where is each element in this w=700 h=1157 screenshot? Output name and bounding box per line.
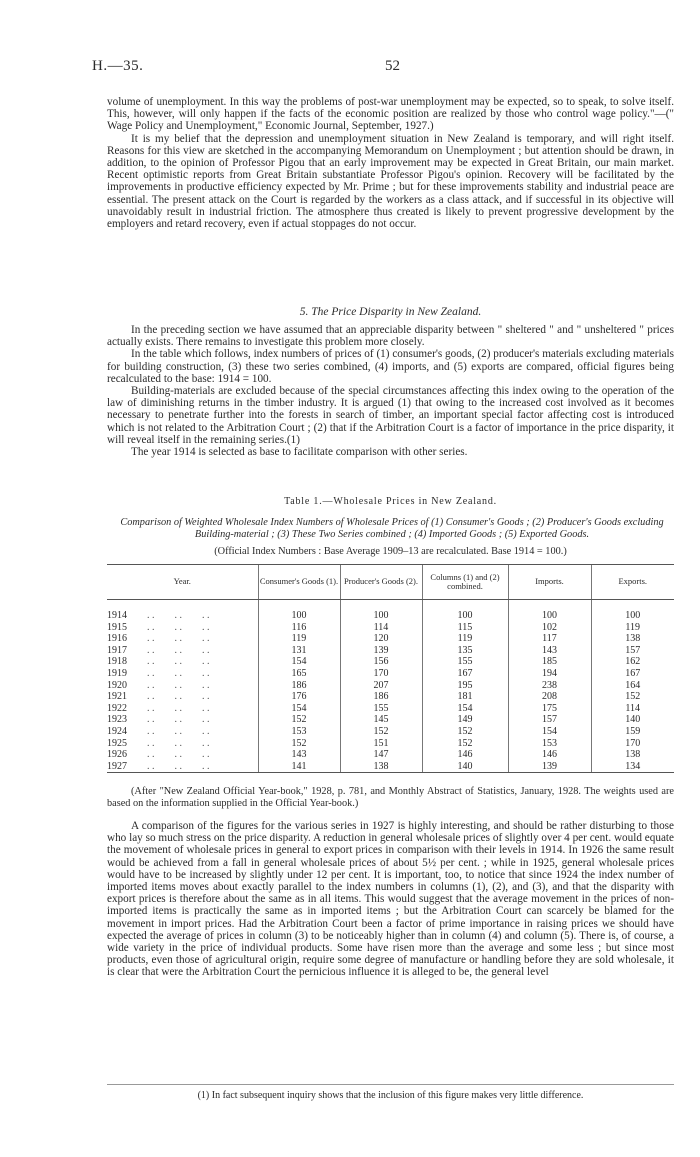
value-cell: 186 xyxy=(340,691,422,703)
paragraph: In the table which follows, index numbers of prices of (1) consumer's goods, (2) producer's materials excluding materials for building construction, (3) these two series combined, (4) imports, and (5) exports are compared, official figures being recalculated to the base: 1914 = 100. xyxy=(107,348,674,385)
year-cell xyxy=(107,656,258,668)
value-cell: 164 xyxy=(591,680,674,692)
year-label: 1922 xyxy=(107,702,127,714)
value-cell: 119 xyxy=(591,622,674,634)
value-cell: 167 xyxy=(422,668,508,680)
dot-leader: . . . . . . xyxy=(147,656,210,668)
dot-leader: . . . . . . xyxy=(147,621,210,633)
value-cell: 134 xyxy=(591,761,674,773)
column-header: Year. xyxy=(107,565,258,600)
value-cell: 181 xyxy=(422,691,508,703)
value-cell: 153 xyxy=(258,726,340,738)
table-row xyxy=(107,622,674,634)
table-row xyxy=(107,645,674,657)
dot-leader: . . . . . . xyxy=(147,633,210,645)
value-cell: 152 xyxy=(422,726,508,738)
document-reference: H.—35. xyxy=(92,58,144,74)
paragraph: volume of unemployment. In this way the problems of post-war unemployment may be expected, so to speak, to solve itself. This, however, will only happen if the facts of the economic position are realized by those who control wage policy."—(" Wage Policy and Unemployment," Economic Journal, September, 1927.) xyxy=(107,96,674,133)
value-cell: 207 xyxy=(340,680,422,692)
value-cell: 120 xyxy=(340,633,422,645)
table-row xyxy=(107,656,674,668)
table-row xyxy=(107,691,674,703)
dot-leader: . . . . . . xyxy=(147,702,210,714)
value-cell: 170 xyxy=(340,668,422,680)
value-cell: 156 xyxy=(340,656,422,668)
value-cell: 117 xyxy=(508,633,591,645)
value-cell: 140 xyxy=(422,761,508,773)
year-label: 1919 xyxy=(107,667,127,679)
value-cell: 155 xyxy=(422,656,508,668)
value-cell: 146 xyxy=(508,749,591,761)
value-cell: 208 xyxy=(508,691,591,703)
value-cell: 102 xyxy=(508,622,591,634)
value-cell: 154 xyxy=(258,656,340,668)
year-cell xyxy=(107,610,258,622)
value-cell: 141 xyxy=(258,761,340,773)
value-cell: 146 xyxy=(422,749,508,761)
paragraph: Building-materials are excluded because of the special circumstances affecting this index owing to the operation of the law of diminishing returns in the timber industry. It is argued (1) that owing to the increased cost involved as it becomes necessary to penetrate further into the forests in search of timber, an important special factor affecting cost is introduced which is not related to the Arbitration Court ; (2) that if the Arbitration Court is a factor of importance in the price disparity, it will reveal itself in the remaining series.(1) xyxy=(107,385,674,446)
table-row xyxy=(107,633,674,645)
value-cell: 159 xyxy=(591,726,674,738)
value-cell: 100 xyxy=(422,610,508,622)
table-title: Table 1.—Wholesale Prices in New Zealand. xyxy=(284,496,497,507)
dot-leader: . . . . . . xyxy=(147,610,210,621)
value-cell: 175 xyxy=(508,703,591,715)
table-row xyxy=(107,703,674,715)
value-cell: 143 xyxy=(508,645,591,657)
table-row xyxy=(107,749,674,761)
table-caption: Comparison of Weighted Wholesale Index Numbers of Wholesale Prices of (1) Consumer's Goods ; (2) Producer's Goods excluding Building-material ; (3) These Two Series combined ; (4) Imported Goods ; (5) Exported Goods. xyxy=(120,517,664,540)
value-cell: 119 xyxy=(258,633,340,645)
value-cell: 194 xyxy=(508,668,591,680)
value-cell: 138 xyxy=(591,633,674,645)
value-cell: 149 xyxy=(422,714,508,726)
year-cell xyxy=(107,703,258,715)
year-label: 1926 xyxy=(107,749,127,761)
year-label: 1927 xyxy=(107,760,127,772)
paragraph: A comparison of the figures for the various series in 1927 is highly interesting, and should be rather disturbing to those who lay so much stress on the price disparity. A reduction in general wholesale prices of slightly over 4 per cent. would equate the movement of wholesale prices in general to export prices in comparison with their levels in 1914. In 1926 the same result would be achieved from a fall in general wholesale prices of about 5½ per cent. ; while in 1925, general wholesale prices would have to be increased by slightly under 12 per cent. It is important, too, to notice that since 1924 the index number of imported items moves about exactly parallel to the index numbers in columns (1), (2), and (3), and that the disparity with export prices is therefore about the same as in all items. This would suggest that the average movement in the prices of non-imported items is practically the same as in imported items ; but the Arbitration Court can scarcely be blamed for the movement in import prices. Had the Arbitration Court been a factor of prime importance in raising prices we should have expected the average of prices in column (3) to be noticeably higher than in column (4) and column (5). There is, of course, a wide variety in the price of individual products. Some have risen more than the average and some less ; but since most products, even those of agricultural origin, require some degree of manufacture or handling before they are sold wholesale, it is clear that were the Arbitration Court the pernicious influence it is alleged to be, the general level xyxy=(107,820,674,979)
value-cell: 154 xyxy=(422,703,508,715)
value-cell: 139 xyxy=(508,761,591,773)
value-cell: 119 xyxy=(422,633,508,645)
value-cell: 115 xyxy=(422,622,508,634)
value-cell: 140 xyxy=(591,714,674,726)
table-row xyxy=(107,761,674,773)
value-cell: 138 xyxy=(591,749,674,761)
year-cell xyxy=(107,738,258,750)
value-cell: 154 xyxy=(258,703,340,715)
column-header: Columns (1) and (2) combined. xyxy=(422,565,508,600)
value-cell: 176 xyxy=(258,691,340,703)
value-cell: 100 xyxy=(258,610,340,622)
table-source-note: (After "New Zealand Official Year-book," 1928, p. 781, and Monthly Abstract of Statistics, January, 1928. The weights used are based on the information supplied in the Official Year-book.) xyxy=(107,786,674,809)
year-cell xyxy=(107,645,258,657)
value-cell: 100 xyxy=(508,610,591,622)
year-cell xyxy=(107,622,258,634)
column-header: Consumer's Goods (1). xyxy=(258,565,340,600)
value-cell: 238 xyxy=(508,680,591,692)
value-cell: 116 xyxy=(258,622,340,634)
year-label: 1921 xyxy=(107,691,127,703)
paragraph: It is my belief that the depression and unemployment situation in New Zealand is temporary, and will right itself. Reasons for this view are sketched in the accompanying Memorandum on Unemployment ; but attention should be drawn, in addition, to the opinion of Professor Pigou that an early improvement may be expected in Great Britain, our main market. Recent optimistic reports from Great Britain substantiate Professor Pigou's opinion. Recovery will be facilitated by the improvements in productive efficiency expected by Mr. Prime ; but for these improvements stability and industrial peace are essential. The present attack on the Court is regarded by the workers as a class attack, and if successful in its objective will unavoidably result in industrial friction. The atmosphere thus created is likely to prevent progressive development by the employers and retard recovery, even if actual stoppages do not occur. xyxy=(107,132,674,231)
year-label: 1920 xyxy=(107,679,127,691)
value-cell: 139 xyxy=(340,645,422,657)
paragraph: In the preceding section we have assumed that an appreciable disparity between " sheltered " and " unsheltered " prices actually exists. There remains to investigate this problem more closely. xyxy=(107,324,674,349)
page-number: 52 xyxy=(385,58,400,74)
value-cell: 154 xyxy=(508,726,591,738)
value-cell: 131 xyxy=(258,645,340,657)
value-cell: 157 xyxy=(591,645,674,657)
year-label: 1923 xyxy=(107,714,127,726)
dot-leader: . . . . . . xyxy=(147,667,210,679)
value-cell: 152 xyxy=(340,726,422,738)
value-cell: 186 xyxy=(258,680,340,692)
year-cell xyxy=(107,691,258,703)
value-cell: 195 xyxy=(422,680,508,692)
year-label: 1916 xyxy=(107,633,127,645)
top-text-block xyxy=(107,96,674,230)
value-cell: 170 xyxy=(591,738,674,750)
table-row xyxy=(107,610,674,622)
value-cell: 157 xyxy=(508,714,591,726)
dot-leader: . . . . . . xyxy=(147,679,210,691)
year-label: 1914 xyxy=(107,610,127,621)
mid-text-block xyxy=(107,324,674,458)
value-cell: 152 xyxy=(591,691,674,703)
footnote-rule xyxy=(107,1084,674,1085)
value-cell: 152 xyxy=(258,738,340,750)
value-cell: 162 xyxy=(591,656,674,668)
bottom-text-block xyxy=(107,820,674,979)
column-header: Exports. xyxy=(591,565,674,600)
table-row xyxy=(107,714,674,726)
value-cell: 100 xyxy=(340,610,422,622)
wholesale-prices-table xyxy=(107,564,674,773)
dot-leader: . . . . . . xyxy=(147,749,210,761)
value-cell: 185 xyxy=(508,656,591,668)
table-row xyxy=(107,680,674,692)
year-cell xyxy=(107,714,258,726)
year-label: 1917 xyxy=(107,644,127,656)
table-row xyxy=(107,668,674,680)
value-cell: 114 xyxy=(340,622,422,634)
value-cell: 145 xyxy=(340,714,422,726)
value-cell: 151 xyxy=(340,738,422,750)
paragraph: The year 1914 is selected as base to facilitate comparison with other series. xyxy=(131,446,468,459)
year-label: 1918 xyxy=(107,656,127,668)
value-cell: 167 xyxy=(591,668,674,680)
year-label: 1915 xyxy=(107,621,127,633)
table-header-row xyxy=(107,565,674,600)
dot-leader: . . . . . . xyxy=(147,725,210,737)
column-header: Imports. xyxy=(508,565,591,600)
footnote: (1) In fact subsequent inquiry shows that the inclusion of this figure makes very little difference. xyxy=(197,1090,584,1101)
column-header: Producer's Goods (2). xyxy=(340,565,422,600)
year-cell xyxy=(107,680,258,692)
value-cell: 152 xyxy=(422,738,508,750)
year-cell xyxy=(107,726,258,738)
value-cell: 153 xyxy=(508,738,591,750)
table-note: (Official Index Numbers : Base Average 1909–13 are recalculated. Base 1914 = 100.) xyxy=(214,546,567,557)
year-label: 1924 xyxy=(107,725,127,737)
value-cell: 100 xyxy=(591,610,674,622)
year-cell xyxy=(107,749,258,761)
table-row xyxy=(107,738,674,750)
value-cell: 147 xyxy=(340,749,422,761)
dot-leader: . . . . . . xyxy=(147,737,210,749)
year-cell xyxy=(107,633,258,645)
year-cell xyxy=(107,668,258,680)
value-cell: 135 xyxy=(422,645,508,657)
year-cell xyxy=(107,761,258,773)
table-row xyxy=(107,726,674,738)
dot-leader: . . . . . . xyxy=(147,760,210,772)
section-heading: 5. The Price Disparity in New Zealand. xyxy=(299,306,482,318)
value-cell: 155 xyxy=(340,703,422,715)
dot-leader: . . . . . . xyxy=(147,644,210,656)
year-label: 1925 xyxy=(107,737,127,749)
value-cell: 152 xyxy=(258,714,340,726)
value-cell: 143 xyxy=(258,749,340,761)
dot-leader: . . . . . . xyxy=(147,691,210,703)
value-cell: 114 xyxy=(591,703,674,715)
value-cell: 165 xyxy=(258,668,340,680)
value-cell: 138 xyxy=(340,761,422,773)
dot-leader: . . . . . . xyxy=(147,714,210,726)
